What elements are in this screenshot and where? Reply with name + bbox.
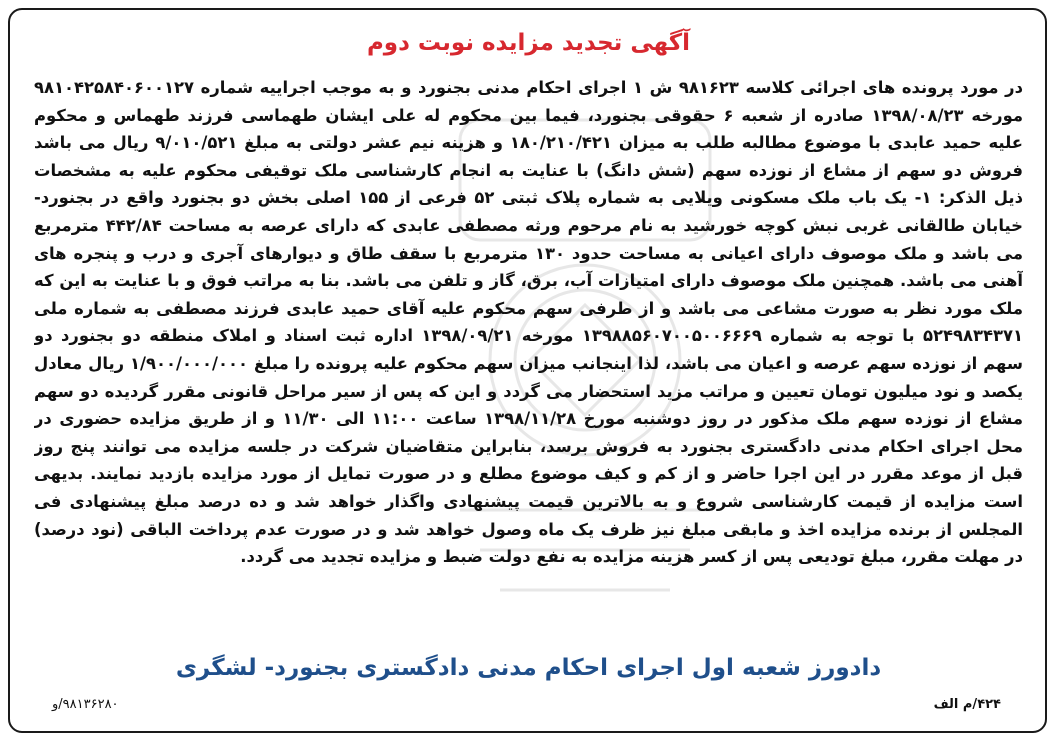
notice-body: در مورد پرونده های اجرائی کلاسه ۹۸۱۶۲۳ ش ۱ اجرای احکام مدنی بجنورد و به موجب اجراییه شماره ۹۸۱۰۴۲۵۸۴۰۶۰۰۱۲۷ مورخه ۱۳۹۸/۰۸/۲۳ صادره از شعبه ۶ حقوقی بجنورد، فیما بین محکوم له علی ایشان طهماسی فرزند طهماس و محکوم علیه حمید عابدی با موضوع مطالبه طلب به میزان ۱۸۰/۲۱۰/۴۲۱ و هزینه نیم عشر دولتی به مبلغ ۹/۰۱۰/۵۲۱ ریال می باشد فروش دو سهم از مشاع از نوزده سهم (شش دانگ) با عنایت به انجام کارشناسی ملک توقیفی محکوم علیه به مشخصات ذیل الذکر: ۱- یک باب ملک مسکونی ویلایی به شماره پلاک ثبتی ۵۲ فرعی از ۱۵۵ اصلی بخش دو بجنورد واقع در بجنورد- خیابان طالقانی غربی نبش کوچه خورشید به نام مرحوم ورثه مصطفی عابدی که دارای عرصه به مساحت ۴۴۲/۸۴ مترمربع می باشد و ملک موصوف دارای اعیانی به مساحت حدود ۱۳۰ مترمربع با سقف طاق و دیوارهای آجری و درب و پنجره های آهنی می باشد. همچنین ملک موصوف دارای امتیازات آب، برق، گاز و تلفن می باشد. بنا به مراتب فوق و با عنایت به این که ملک مورد نظر به صورت مشاعی می باشد و از طرفی سهم محکوم علیه آقای حمید عابدی فرزند مصطفی به شماره ملی ۵۲۴۹۸۳۴۳۷۱ با توجه به شماره ۱۳۹۸۸۵۶۰۷۰۰۵۰۰۶۶۶۹ مورخه ۱۳۹۸/۰۹/۲۱ اداره ثبت اسناد و املاک منطقه دو بجنورد دو سهم از نوزده سهم عرصه و اعیان می باشد، لذا اینجانب میزان سهم محکوم علیه پرونده را مبلغ ۱/۹۰۰/۰۰۰/۰۰۰ ریال معادل یکصد و نود میلیون تومان تعیین و مراتب مزید استحضار می گردد و این که پس از سیر مراحل قانونی مقرر گردیده دو سهم مشاع از نوزده سهم ملک مذکور در روز دوشنبه مورخ ۱۳۹۸/۱۱/۲۸ ساعت ۱۱:۰۰ الی ۱۱/۳۰ و از طریق مزایده حضوری در محل اجرای احکام مدنی دادگستری بجنورد به فروش برسد، بنابراین متقاضیان شرکت در جلسه مزایده می توانند پنج روز قبل از موعد مقرر در این اجرا حاضر و از کم و کیف موضوع مطلع و در صورت تمایل از مورد مزایده بازدید نمایند. بدیهی است مزایده از قیمت کارشناسی شروع و به بالاترین قیمت پیشنهادی واگذار خواهد شد و ده درصد مبلغ پیشنهادی فی المجلس از برنده مزایده اخذ و مابقی مبلغ نیز ظرف یک ماه وصول خواهد شد و در صورت عدم پرداخت الباقی (نود درصد) در مهلت مقرر، مبلغ تودیعی پس از کسر هزینه مزایده به نفع دولت ضبط و مزایده تجدید می گردد. [34,78,1023,567]
footer-reference: ۴۲۴/م الف [933,697,1001,712]
notice-title: آگهی تجدید مزایده نوبت دوم [366,30,691,56]
footer-code: ۹۸۱۳۶۲۸۰/و [52,697,119,712]
signature-line: دادورز شعبه اول اجرای احکام مدنی دادگستری بجنورد- لشگری [175,655,882,681]
